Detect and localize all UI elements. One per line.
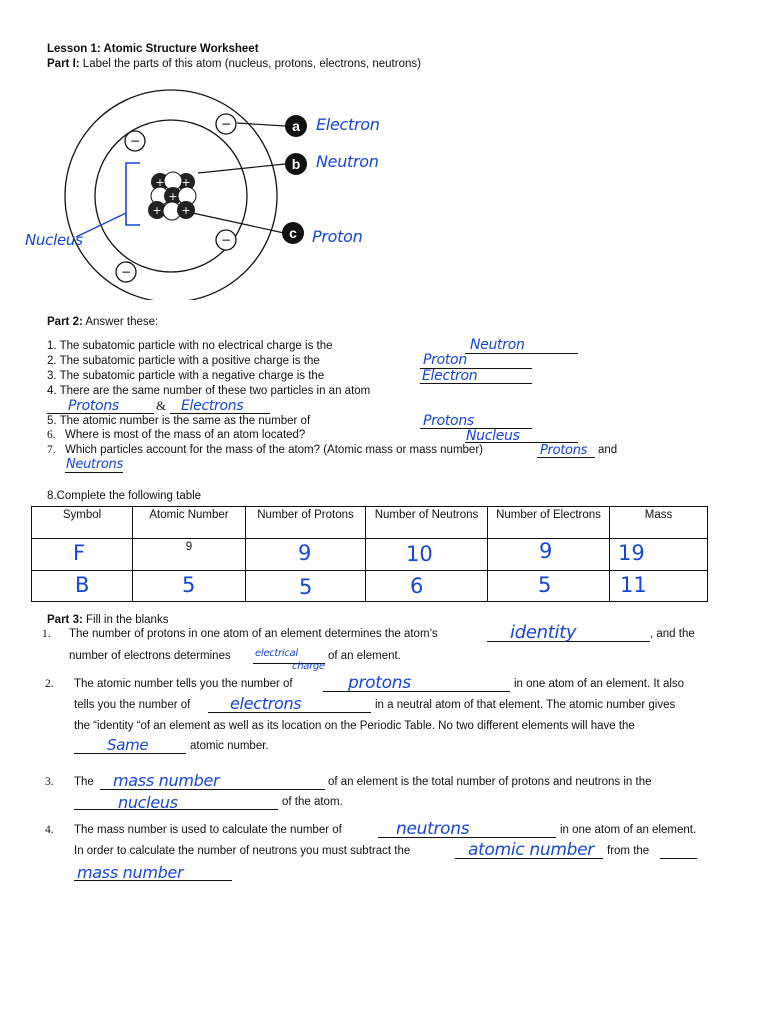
electron-sign: −: [220, 233, 232, 247]
table-cell: 19: [610, 539, 708, 571]
nucleus: [148, 172, 196, 220]
nucleus-pointer: [76, 213, 126, 237]
part2-q4: 4. There are the same number of these two particles in an atom: [47, 385, 371, 397]
atom-diagram: [0, 0, 768, 300]
part3-q2-text-f: atomic number.: [190, 740, 269, 752]
part2-q6-number: 6.: [47, 429, 56, 441]
header-number-of-electrons: Number of Electrons: [488, 507, 610, 539]
table-intro: 8.Complete the following table: [47, 490, 202, 502]
part2-q6: Where is most of the mass of an atom located?: [65, 429, 306, 441]
table-cell: 6: [366, 571, 488, 602]
part3-q3-text-a: The: [74, 776, 94, 788]
part3-q4-text-d: from the: [607, 845, 650, 857]
table-cell: 9: [246, 539, 366, 571]
electron-sign: −: [129, 134, 141, 148]
table-cell: 5: [133, 571, 246, 602]
part2-a5: Protons: [423, 413, 474, 429]
part3-q1-text-a: The number of protons in one atom of an element determines the atom’s: [69, 628, 438, 640]
part2-q2: 2. The subatomic particle with a positive charge is the: [47, 355, 320, 367]
part2-heading: [47, 316, 158, 328]
part3-q2-text-c: tells you the number of: [74, 699, 191, 711]
part2-q7-number: 7.: [47, 444, 56, 456]
answer-blank: [660, 858, 697, 859]
part3-q1-text-b: , and the: [650, 628, 695, 640]
marker-c: [282, 222, 304, 244]
part3-a3a: mass number: [113, 771, 220, 790]
part3-a2a: protons: [348, 673, 411, 693]
part2-q5: 5. The atomic number is the same as the number of: [47, 415, 311, 427]
electron-sign: −: [120, 265, 132, 279]
part3-q4-text-c: In order to calculate the number of neutrons you must subtract the: [74, 845, 411, 857]
nucleus-handwritten-label: Nucleus: [25, 231, 83, 249]
part3-q1-number: 1.: [42, 628, 51, 640]
part3-q4-number: 4.: [45, 824, 54, 836]
answer-blank: [465, 353, 578, 354]
part2-a3: Electron: [422, 368, 478, 384]
table-cell: [133, 539, 246, 571]
part3-q3-number: 3.: [45, 776, 54, 788]
table-cell: 10: [366, 539, 488, 571]
part3-a2b: electrons: [230, 694, 302, 713]
part1-label: Part I:: [47, 58, 80, 70]
electron: [116, 262, 136, 282]
proton-sign: +: [168, 190, 178, 203]
part3-a3b: nucleus: [118, 793, 178, 812]
answer-c-proton: Proton: [312, 227, 363, 246]
worksheet-title: Lesson 1: Atomic Structure Worksheet: [47, 43, 259, 55]
atom-data-table: [31, 506, 708, 602]
proton-sign: +: [181, 176, 191, 189]
table-cell: F: [32, 539, 133, 571]
proton-sign: +: [155, 176, 165, 189]
electron: [125, 131, 145, 151]
table-cell: 5: [488, 571, 610, 602]
part2-q4-ampersand: &: [156, 398, 167, 413]
part3-a1b-line1: electrical: [255, 648, 298, 659]
header-number-of-neutrons: Number of Neutrons: [366, 507, 488, 539]
part3-a2c: Same: [107, 736, 149, 754]
part3-heading: [47, 614, 168, 626]
part2-q1: 1. The subatomic particle with no electrical charge is the: [47, 340, 333, 352]
marker-b: [285, 153, 307, 175]
part3-q2-number: 2.: [45, 678, 54, 690]
part3-a4a: neutrons: [396, 819, 470, 839]
electron: [216, 230, 236, 250]
part2-a7b: Neutrons: [66, 457, 123, 472]
proton-sign: +: [152, 204, 162, 217]
leader-line-b: [198, 164, 285, 173]
part2-a7a: Protons: [540, 443, 588, 458]
svg-text:c: c: [289, 225, 297, 241]
part3-q1-text-d: of an element.: [328, 650, 401, 662]
svg-text:a: a: [292, 118, 300, 134]
proton-sign: +: [181, 204, 191, 217]
part2-a2: Proton: [423, 352, 467, 368]
header-mass: Mass: [610, 507, 708, 539]
header-atomic-number: Atomic Number: [133, 507, 246, 539]
part2-q7: Which particles account for the mass of the atom? (Atomic mass or mass number): [65, 444, 483, 456]
table-row: [32, 539, 708, 571]
electron-sign: −: [220, 117, 232, 131]
part3-a1b-line2: charge: [292, 661, 325, 672]
part2-a1: Neutron: [470, 337, 525, 353]
table-cell: B: [32, 571, 133, 602]
answer-blank: [65, 472, 123, 473]
leader-line-c: [188, 212, 284, 233]
part1-text: Label the parts of this atom (nucleus, protons, electrons, neutrons): [82, 58, 421, 70]
header-symbol: Symbol: [32, 507, 133, 539]
part2-label: Part 2:: [47, 316, 83, 328]
part2-a4b: Electrons: [181, 398, 244, 414]
part3-q2-text-b: in one atom of an element. It also: [514, 678, 685, 690]
table-cell: 11: [610, 571, 708, 602]
printed-atomic-number: 9: [185, 541, 193, 553]
leader-line-a: [237, 123, 285, 126]
part3-q3-text-c: of the atom.: [282, 796, 343, 808]
part2-q7-and: and: [598, 444, 618, 456]
table-cell: 5: [246, 571, 366, 602]
part3-a1a: identity: [510, 622, 577, 643]
part2-a6: Nucleus: [466, 428, 520, 444]
header-number-of-protons: Number of Protons: [246, 507, 366, 539]
table-row: [32, 571, 708, 602]
part3-q4-text-a: The mass number is used to calculate the number of: [74, 824, 342, 836]
table-header-row: [32, 507, 708, 539]
part3-q2-text-a: The atomic number tells you the number of: [74, 678, 293, 690]
part3-q2-text-e: the “identity “of an element as well as its location on the Periodic Table. No two different elements will have the: [74, 720, 635, 732]
part3-q3-text-b: of an element is the total number of protons and neutrons in the: [328, 776, 652, 788]
part3-intro: Fill in the blanks: [86, 614, 169, 626]
table-cell: 9: [488, 539, 610, 571]
electron: [216, 114, 236, 134]
nucleus-bracket: [126, 163, 140, 225]
part2-intro: Answer these:: [85, 316, 159, 328]
part3-q2-text-d: in a neutral atom of that element. The atomic number gives: [375, 699, 676, 711]
part3-label: Part 3:: [47, 614, 83, 626]
part3-a4c: mass number: [77, 863, 184, 882]
part3-q1-text-c: number of electrons determines: [69, 650, 231, 662]
answer-a-electron: Electron: [316, 115, 380, 134]
svg-text:b: b: [291, 156, 301, 172]
marker-a: [285, 115, 307, 137]
part3-a4b: atomic number: [468, 840, 594, 860]
answer-b-neutron: Neutron: [316, 152, 379, 171]
part2-q3: 3. The subatomic particle with a negative charge is the: [47, 370, 325, 382]
part2-a4a: Protons: [68, 398, 119, 414]
part3-q4-text-b: in one atom of an element.: [560, 824, 697, 836]
